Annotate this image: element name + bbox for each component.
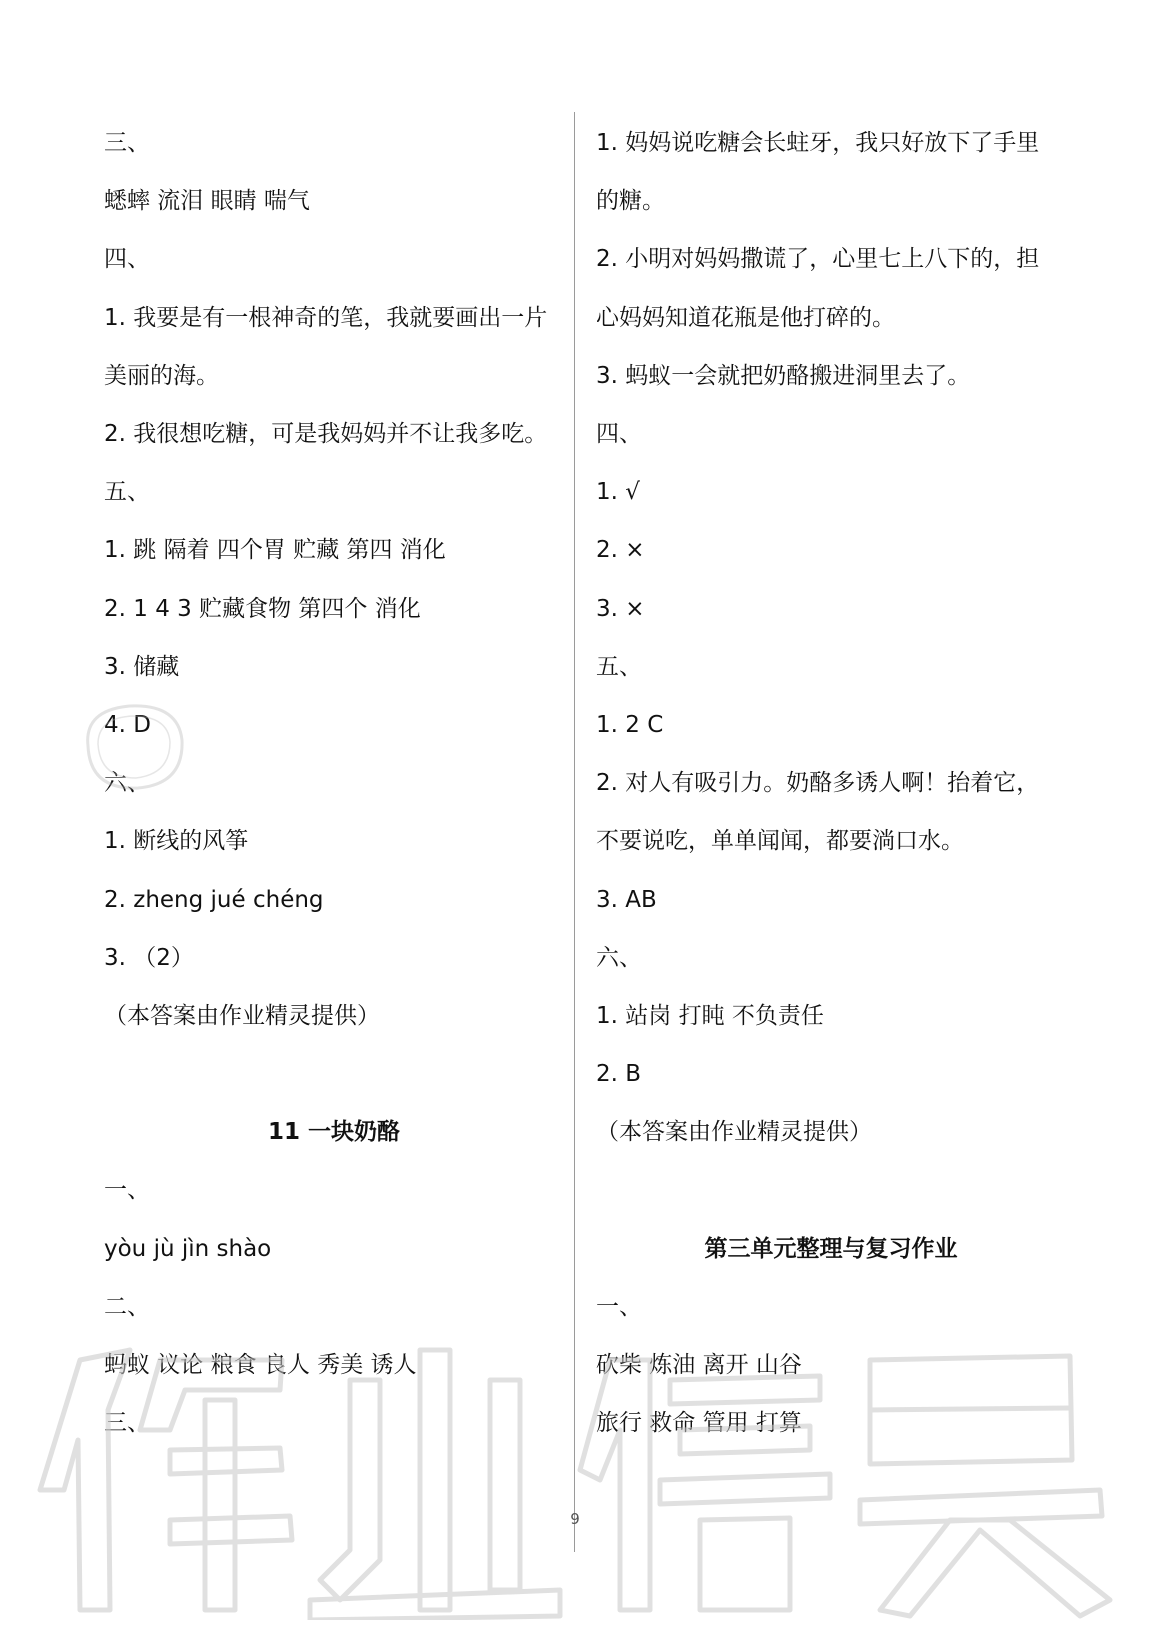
answer-line: 2. zheng jué chéng — [104, 887, 324, 913]
answer-line: 1. √ — [596, 479, 640, 505]
answer-line: 一、 — [104, 1177, 150, 1203]
page-number: 9 — [570, 1510, 580, 1528]
column-divider — [574, 112, 575, 1552]
answer-line: 五、 — [596, 654, 642, 680]
answer-line: yòu jù jìn shào — [104, 1236, 272, 1262]
answer-line: 的糖。 — [596, 188, 665, 214]
answer-line: 四、 — [596, 421, 642, 447]
answer-line: 旅行 救命 管用 打算 — [596, 1410, 802, 1436]
watermark-seal-icon — [80, 700, 186, 792]
section-title: 11 一块奶酪 — [267, 1119, 400, 1145]
answer-line: 3. 蚂蚁一会就把奶酪搬进洞里去了。 — [596, 363, 971, 389]
answer-line: 3. AB — [596, 887, 657, 913]
answer-line: 五、 — [104, 479, 150, 505]
answer-line: 3. （2） — [104, 945, 194, 971]
answer-line: 六、 — [104, 770, 150, 796]
answer-line: 砍柴 炼油 离开 山谷 — [596, 1352, 802, 1378]
answer-line: 2. × — [596, 537, 645, 563]
answer-line: 不要说吃，单单闻闻，都要淌口水。 — [596, 828, 964, 854]
answer-line: 1. 跳 隔着 四个胃 贮藏 第四 消化 — [104, 537, 446, 563]
answer-line: 1. 站岗 打盹 不负责任 — [596, 1003, 824, 1029]
answer-line: 2. 我很想吃糖，可是我妈妈并不让我多吃。 — [104, 421, 548, 447]
answer-line: 蚂蚁 议论 粮食 良人 秀美 诱人 — [104, 1352, 417, 1378]
answer-line: 2. 1 4 3 贮藏食物 第四个 消化 — [104, 596, 421, 622]
answer-line: 二、 — [104, 1294, 150, 1320]
answer-line: 2. 小明对妈妈撒谎了，心里七上八下的，担 — [596, 246, 1040, 272]
answer-line: 蟋蟀 流泪 眼睛 喘气 — [104, 188, 310, 214]
section-title: 第三单元整理与复习作业 — [704, 1236, 958, 1262]
answer-line: 3. × — [596, 596, 645, 622]
answer-line: （本答案由作业精灵提供） — [596, 1119, 872, 1145]
answer-line: 2. B — [596, 1061, 642, 1087]
answer-line: 六、 — [596, 945, 642, 971]
answer-line: 1. 2 C — [596, 712, 664, 738]
answer-line: 三、 — [104, 130, 150, 156]
answer-line: 2. 对人有吸引力。奶酪多诱人啊！抬着它， — [596, 770, 1040, 796]
answer-line: 1. 断线的风筝 — [104, 828, 249, 854]
answer-line: （本答案由作业精灵提供） — [104, 1003, 380, 1029]
answer-line: 1. 我要是有一根神奇的笔，我就要画出一片 — [104, 305, 548, 331]
answer-line: 心妈妈知道花瓶是他打碎的。 — [596, 305, 895, 331]
answer-line: 1. 妈妈说吃糖会长蛀牙，我只好放下了手里 — [596, 130, 1040, 156]
answer-line: 一、 — [596, 1294, 642, 1320]
answer-line: 美丽的海。 — [104, 363, 219, 389]
answer-line: 四、 — [104, 246, 150, 272]
answer-line: 4. D — [104, 712, 151, 738]
answer-line: 三、 — [104, 1410, 150, 1436]
answer-line: 3. 储藏 — [104, 654, 180, 680]
